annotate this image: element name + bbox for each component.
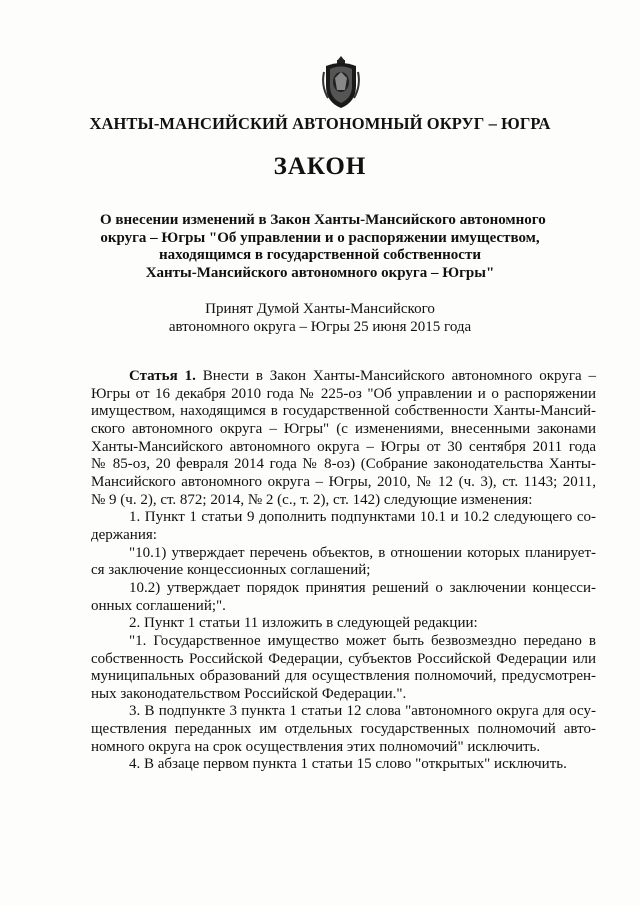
title-line: округа – Югры "Об управлении и о распоряжении имуществом,: [100, 229, 540, 246]
body-line: ского автономного округа – Югры" (с изменениями, внесенными законами: [91, 420, 596, 437]
body-line: 10.2) утверждает порядок принятия решений о заключении концесси-: [129, 579, 596, 596]
body-line: 2. Пункт 1 статьи 11 изложить в следующей редакции:: [129, 615, 478, 632]
body-line: "10.1) утверждает перечень объектов, в отношении которых планирует-: [129, 544, 596, 561]
region-heading: ХАНТЫ-МАНСИЙСКИЙ АВТОНОМНЫЙ ОКРУГ – ЮГРА: [89, 114, 551, 133]
body-line: Югры от 16 декабря 2010 года № 225-оз "Об управлении и о распоряжении: [91, 385, 596, 402]
body-line: ных законодательством Российской Федерации.".: [91, 685, 407, 702]
article-first-line-text: Внести в Закон Ханты-Мансийского автономного округа –: [195, 368, 596, 384]
law-title: [100, 212, 546, 282]
title-line: О внесении изменений в Закон Ханты-Мансийского автономного: [100, 212, 546, 228]
article-body: [91, 368, 596, 774]
body-line: Мансийского автономного округа – Югры, 2010, № 12 (ч. 3), ст. 1143; 2011,: [91, 473, 596, 490]
title-line: Ханты-Мансийского автономного округа – Югры": [145, 264, 495, 281]
body-line: собственность Российской Федерации, субъектов Российской Федерации или: [91, 650, 596, 667]
body-line: Ханты-Мансийского автономного округа – Югры от 30 сентября 2011 года: [91, 438, 596, 455]
article-first-line: [91, 368, 596, 386]
body-line: онных соглашений;".: [91, 597, 226, 614]
adoption-note: [0, 300, 640, 336]
body-line: 1. Пункт 1 статьи 9 дополнить подпунктами 10.1 и 10.2 следующего со-: [129, 509, 596, 526]
body-line: 4. В абзаце первом пункта 1 статьи 15 слово "открытых" исключить.: [129, 756, 567, 773]
body-line: номного округа на срок осуществления этих полномочий" исключить.: [91, 738, 541, 755]
body-line: ся заключение концессионных соглашений;: [91, 562, 371, 579]
body-line: "1. Государственное имущество может быть безвозмездно передано в: [129, 632, 596, 649]
coat-of-arms-emblem: [318, 52, 364, 110]
adoption-line: автономного округа – Югры 25 июня 2015 года: [168, 319, 472, 335]
body-line: держания:: [91, 526, 157, 543]
body-line: 3. В подпункте 3 пункта 1 статьи 12 слова "автономного округа для осу-: [129, 703, 596, 720]
body-line: муниципальных образований для осуществления полномочий, предусмотрен-: [91, 668, 596, 685]
body-line: № 85-оз, 20 февраля 2014 года № 8-оз) (Собрание законодательства Ханты-: [91, 456, 596, 473]
body-line: ществления переданных им отдельных государственных полномочий авто-: [91, 721, 596, 738]
title-line: находящимся в государственной собственности: [159, 247, 481, 264]
body-line: № 9 (ч. 2), ст. 872; 2014, № 2 (с., т. 2), ст. 142) следующие изменения:: [91, 491, 533, 508]
body-line: имуществом, находящимся в государственной собственности Ханты-Мансий-: [91, 403, 596, 420]
adoption-line: Принят Думой Ханты-Мансийского: [205, 301, 435, 317]
article-label: Статья 1.: [129, 368, 196, 384]
document-type-heading: ЗАКОН: [273, 153, 367, 180]
